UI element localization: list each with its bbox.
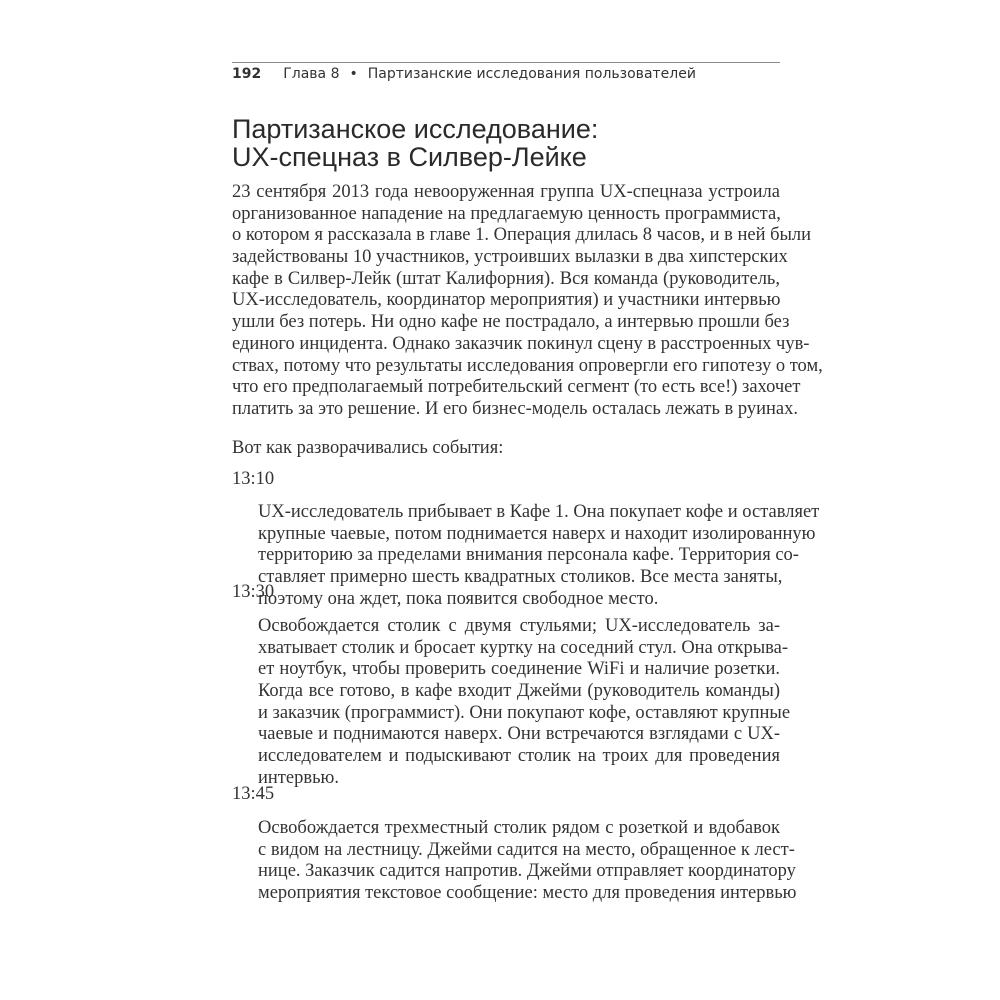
text-line: Вот как разворачивались события:	[232, 438, 504, 458]
section-title-line: UX-спецназ в Силвер-Лейке	[232, 142, 587, 172]
event-description	[258, 818, 797, 905]
section-title	[232, 115, 598, 171]
text-line: с видом на лестницу. Джейми садится на место, обращенное к лест-	[258, 839, 795, 860]
text-line: о котором я рассказала в главе 1. Операция длилась 8 часов, и в ней были	[232, 225, 812, 246]
text-line: крупные чаевые, потом поднимается наверх и находит изолированную	[258, 523, 816, 544]
text-line: ставляет примерно шесть квадратных столиков. Все места заняты,	[258, 567, 783, 588]
text-line: кафе в Силвер-Лейк (штат Калифорния). Вся команда (руководитель,	[232, 268, 780, 289]
separator: •	[349, 66, 358, 82]
section-title-line: Партизанское исследование:	[232, 114, 599, 144]
event-time: 13:30	[232, 582, 275, 602]
page-number: 192	[232, 66, 262, 82]
text-line: чаевые и поднимаются наверх. Они встречаются взглядами с UX-	[258, 724, 780, 745]
text-line: UX-исследователь прибывает в Кафе 1. Она покупает кофе и оставляет	[258, 502, 820, 522]
text-line: платить за это решение. И его бизнес-модель осталась лежать в руинах.	[232, 398, 799, 419]
text-line: единого инцидента. Однако заказчик покинул сцену в расстроенных чув-	[232, 333, 810, 354]
text-line: ет ноутбук, чтобы проверить соединение WiFi и наличие розетки.	[258, 659, 780, 680]
text-line: 23 сентября 2013 года невооруженная группа UX-спецназа устроила	[232, 182, 780, 202]
text-line: Когда все готово, в кафе входит Джейми (руководитель команды)	[258, 681, 780, 702]
text-line: ствах, потому что результаты исследования опровергли его гипотезу о том,	[232, 355, 823, 376]
text-line: поэтому она ждет, пока появится свободное место.	[258, 588, 659, 609]
running-head	[232, 66, 696, 82]
text-line: территорию за пределами внимания персонала кафе. Территория со-	[258, 545, 799, 566]
text-line: интервью.	[258, 767, 339, 788]
text-line: исследователем и подыскивают столик на троих для проведения	[258, 746, 780, 767]
text-line: организованное нападение на предлагаемую ценность программиста,	[232, 203, 781, 224]
event-time: 13:10	[232, 469, 275, 489]
text-line: Освобождается трехместный столик рядом с розеткой и вдобавок	[258, 818, 780, 838]
text-line: хватывает столик и бросает куртку на соседний стул. Она открыва-	[258, 637, 789, 658]
header-rule	[232, 62, 780, 63]
chapter-label: Глава 8	[283, 66, 340, 82]
text-line: задействованы 10 участников, устроивших вылазки в два хипстерских	[232, 247, 788, 268]
text-line: Освобождается столик с двумя стульями; UX-исследователь за-	[258, 616, 780, 636]
text-line: ушли без потерь. Ни одно кафе не пострадало, а интервью прошли без	[232, 312, 790, 333]
chapter-title: Партизанские исследования пользователей	[367, 66, 696, 82]
event-time: 13:45	[232, 784, 275, 804]
event-description	[258, 616, 791, 790]
lead-in-paragraph	[232, 438, 780, 460]
event-description	[258, 502, 820, 610]
intro-paragraph	[232, 182, 823, 421]
text-line: что его предполагаемый потребительский сегмент (то есть все!) захочет	[232, 377, 801, 398]
text-line: мероприятия текстовое сообщение: место для проведения интервью	[258, 883, 797, 904]
text-line: UX-исследователь, координатор мероприятия) и участники интервью	[232, 290, 781, 311]
text-line: и заказчик (программист). Они покупают кофе, оставляют крупные	[258, 702, 791, 723]
text-line: нице. Заказчик садится напротив. Джейми отправляет координатору	[258, 861, 796, 882]
